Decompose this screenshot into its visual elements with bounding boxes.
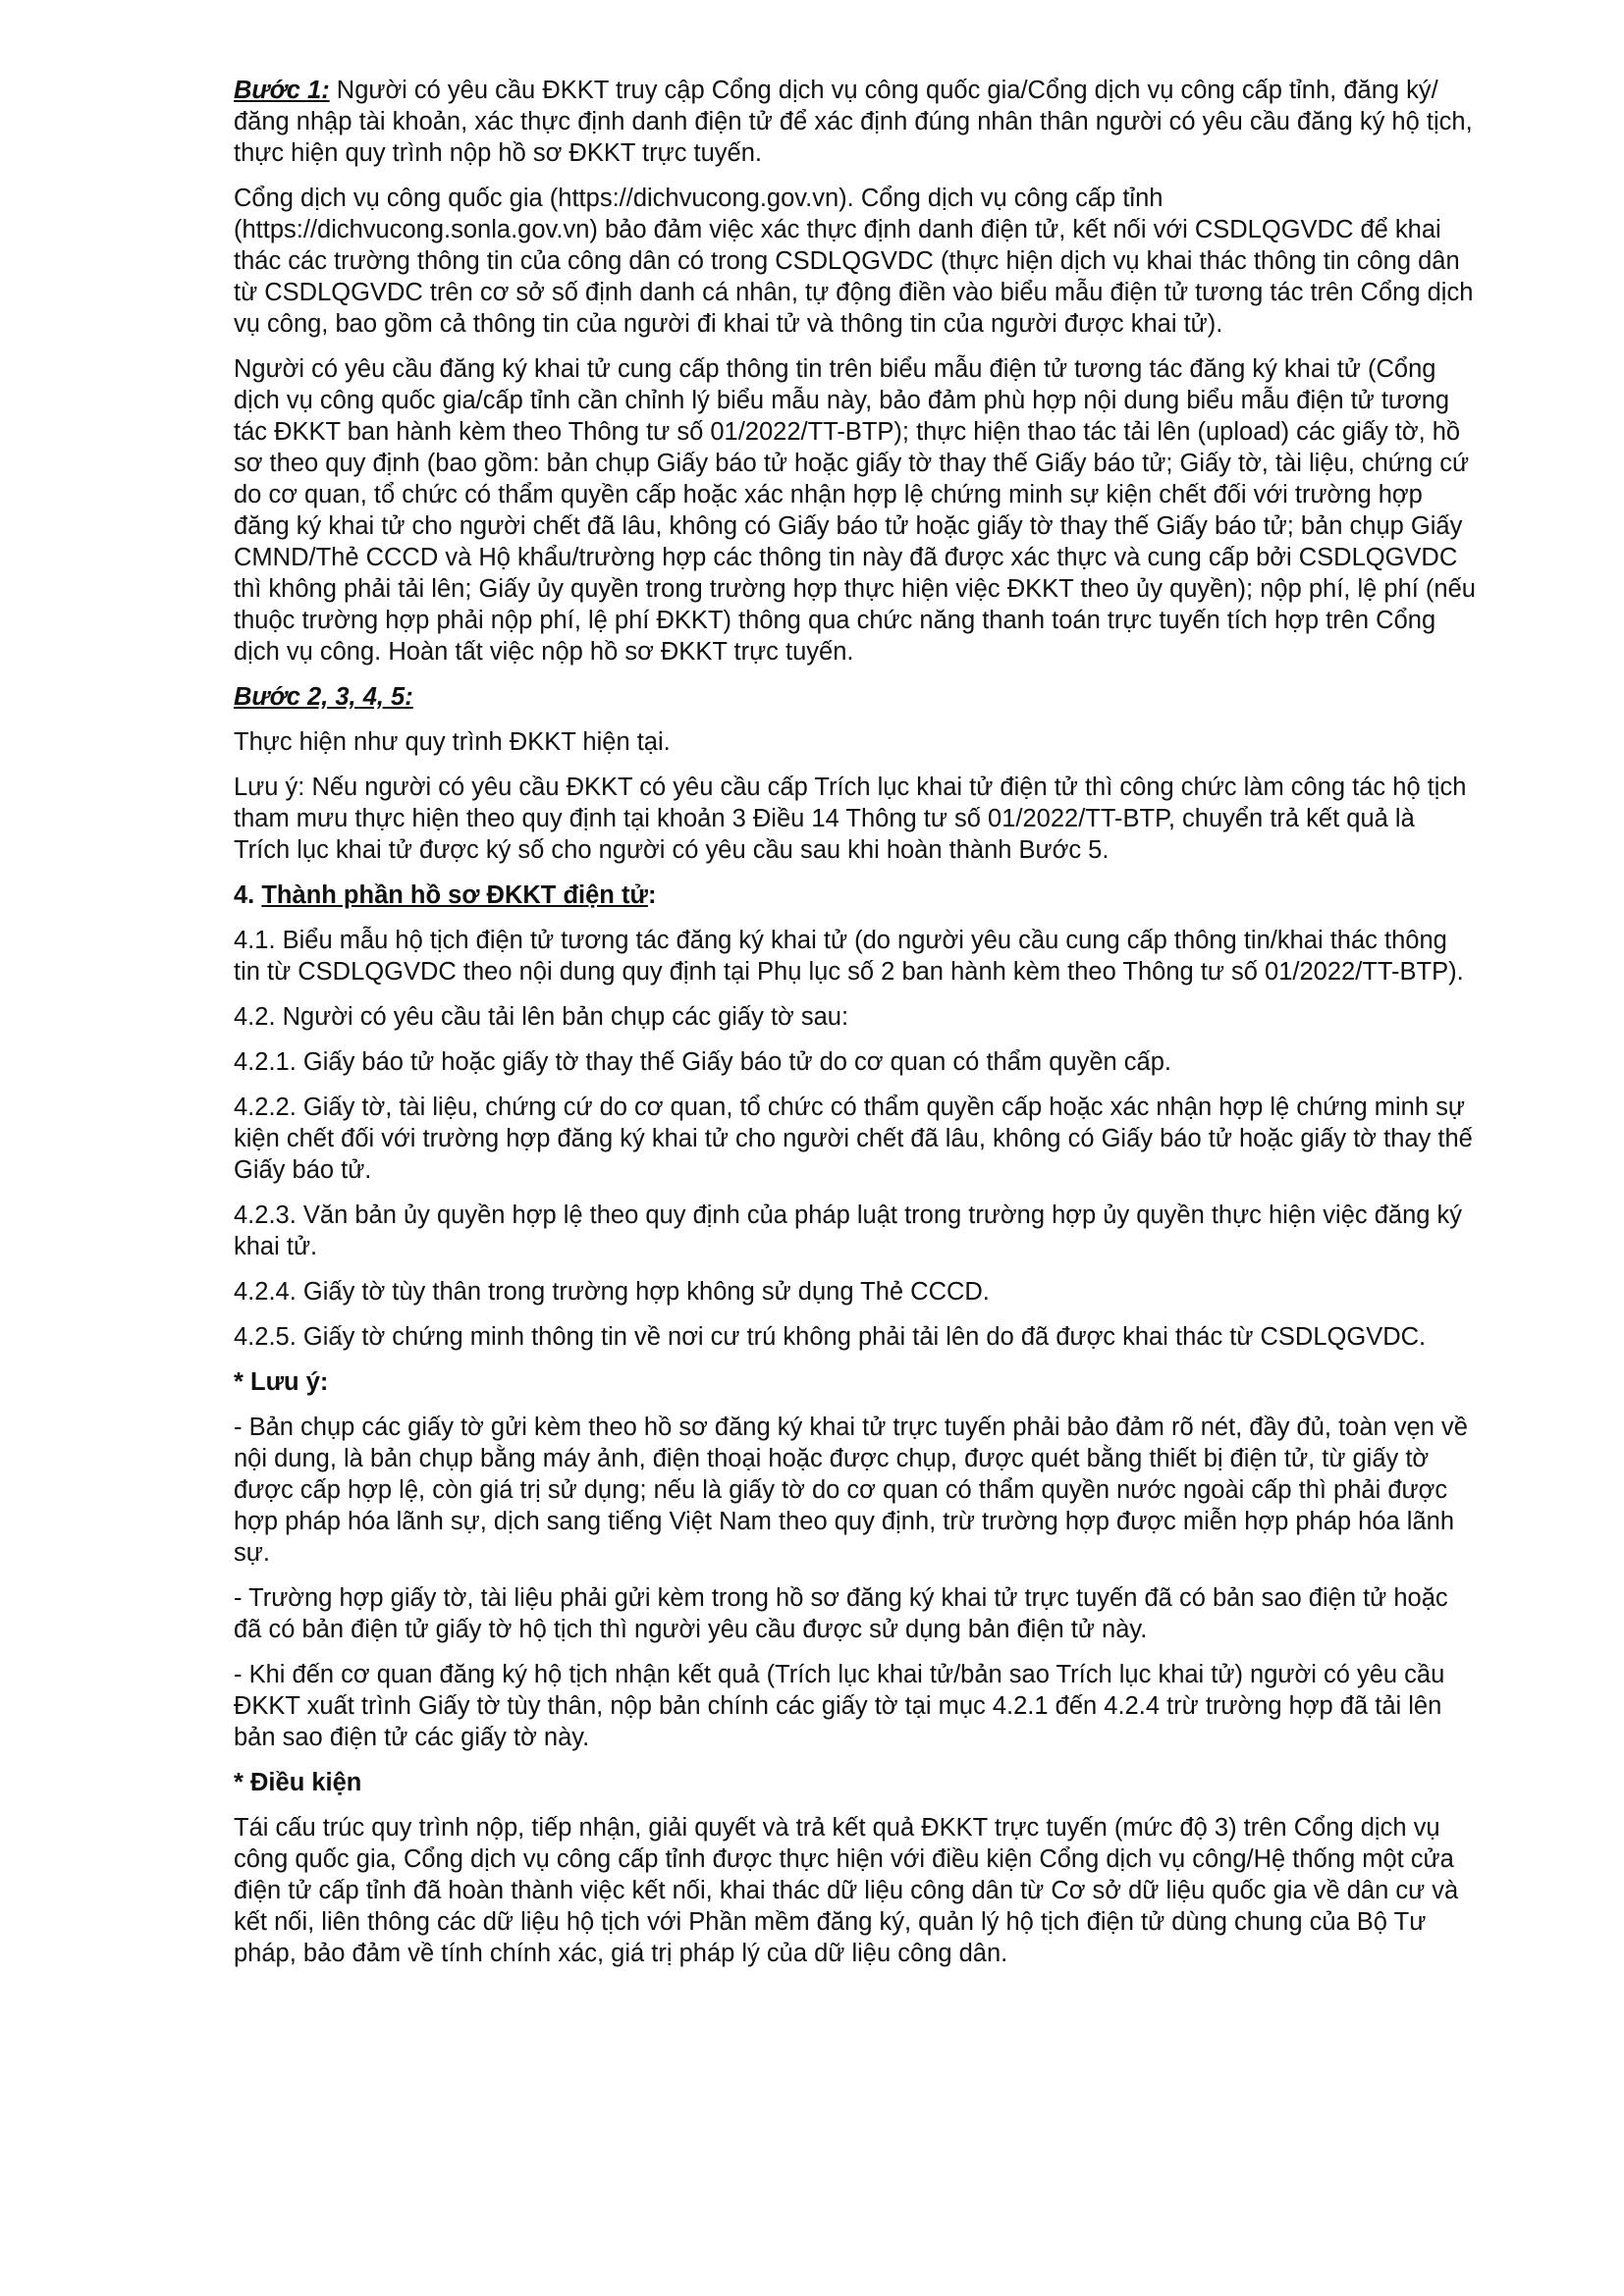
step1-label: Bước 1: bbox=[234, 77, 330, 104]
section4-colon: : bbox=[647, 881, 657, 909]
section4-item: 4.2.4. Giấy tờ tùy thân trong trường hợp không sử dụng Thẻ CCCD. bbox=[234, 1278, 990, 1306]
section4-item: 4.2.1. Giấy báo tử hoặc giấy tờ thay thế Giấy báo tử do cơ quan có thẩm quyền cấp. bbox=[234, 1048, 1171, 1076]
conditions-text: Tái cấu trúc quy trình nộp, tiếp nhận, giải quyết và trả kết quả ĐKKT trực tuyến (mức độ 3) trên Cổng dịch vụ công quốc gia, Cổng dịch vụ công cấp tỉnh được thực hiện với điều kiện Cổng dịch vụ công/Hệ thống một cửa điện tử cấp tỉnh đã hoàn thành việc kết nối, khai thác dữ liệu công dân từ Cơ sở dữ liệu quốc gia về dân cư và kết nối, liên thông các dữ liệu hộ tịch với Phần mềm đăng ký, quản lý hộ tịch điện tử dùng chung của Bộ Tư pháp, bảo đảm về tính chính xác, giá trị pháp lý của dữ liệu công dân. bbox=[234, 1814, 1459, 1967]
section4-item: 4.2. Người có yêu cầu tải lên bản chụp các giấy tờ sau: bbox=[234, 1003, 849, 1031]
step2345-text: Thực hiện như quy trình ĐKKT hiện tại. bbox=[234, 728, 671, 756]
note-item: - Bản chụp các giấy tờ gửi kèm theo hồ sơ đăng ký khai tử trực tuyến phải bảo đảm rõ nét, đầy đủ, toàn vẹn về nội dung, là bản chụp bằng máy ảnh, điện thoại hoặc được chụp, được quét bằng thiết bị điện tử, từ giấy tờ được cấp hợp lệ, còn giá trị sử dụng; nếu là giấy tờ do cơ quan có thẩm quyền nước ngoài cấp thì phải được hợp pháp hóa lãnh sự, dịch sang tiếng Việt Nam theo quy định, trừ trường hợp được miễn hợp pháp hóa lãnh sự. bbox=[234, 1414, 1468, 1567]
applicant-paragraph: Người có yêu cầu đăng ký khai tử cung cấp thông tin trên biểu mẫu điện tử tương tác đăng ký khai tử (Cổng dịch vụ công quốc gia/cấp tỉnh cần chỉnh lý biểu mẫu này, bảo đảm phù hợp nội dung biểu mẫu điện tử tương tác ĐKKT ban hành kèm theo Thông tư số 01/2022/TT-BTP); thực hiện thao tác tải lên (upload) các giấy tờ, hồ sơ theo quy định (bao gồm: bản chụp Giấy báo tử hoặc giấy tờ thay thế Giấy báo tử; Giấy tờ, tài liệu, chứng cứ do cơ quan, tổ chức có thẩm quyền cấp hoặc xác nhận hợp lệ chứng minh sự kiện chết đối với trường hợp đăng ký khai tử cho người chết đã lâu, không có Giấy báo tử hoặc giấy tờ thay thế Giấy báo tử; bản chụp Giấy CMND/Thẻ CCCD và Hộ khẩu/trường hợp các thông tin này đã được xác thực và cung cấp bởi CSDLQGVDC thì không phải tải lên; Giấy ủy quyền trong trường hợp thực hiện việc ĐKKT theo ủy quyền); nộp phí, lệ phí (nếu thuộc trường hợp phải nộp phí, lệ phí ĐKKT) thông qua chức năng thanh toán trực tuyến tích hợp trên Cổng dịch vụ công. Hoàn tất việc nộp hồ sơ ĐKKT trực tuyến. bbox=[234, 355, 1476, 666]
section4-item: 4.1. Biểu mẫu hộ tịch điện tử tương tác đăng ký khai tử (do người yêu cầu cung cấp thông tin/khai thác thông tin từ CSDLQGVDC theo nội dung quy định tại Phụ lục số 2 ban hành kèm theo Thông tư số 01/2022/TT-BTP). bbox=[234, 927, 1464, 986]
section4-item: 4.2.3. Văn bản ủy quyền hợp lệ theo quy định của pháp luật trong trường hợp ủy quyền thực hiện việc đăng ký khai tử. bbox=[234, 1201, 1463, 1260]
section4-number: 4. bbox=[234, 881, 262, 909]
conditions-heading: * Điều kiện bbox=[234, 1769, 362, 1796]
notes-heading: * Lưu ý: bbox=[234, 1368, 329, 1396]
note-item: - Trường hợp giấy tờ, tài liệu phải gửi kèm trong hồ sơ đăng ký khai tử trực tuyến đã có bản sao điện tử hoặc đã có bản điện tử giấy tờ hộ tịch thì người yêu cầu được sử dụng bản điện tử này. bbox=[234, 1584, 1448, 1643]
step2345-label: Bước 2, 3, 4, 5: bbox=[234, 683, 413, 711]
step2345-note: Lưu ý: Nếu người có yêu cầu ĐKKT có yêu cầu cấp Trích lục khai tử điện tử thì công chức làm công tác hộ tịch tham mưu thực hiện theo quy định tại khoản 3 Điều 14 Thông tư số 01/2022/TT-BTP, chuyển trả kết quả là Trích lục khai tử được ký số cho người có yêu cầu sau khi hoàn thành Bước 5. bbox=[234, 774, 1467, 864]
section4-item: 4.2.2. Giấy tờ, tài liệu, chứng cứ do cơ quan, tổ chức có thẩm quyền cấp hoặc xác nhận hợp lệ chứng minh sự kiện chết đối với trường hợp đăng ký khai tử cho người chết đã lâu, không có Giấy báo tử hoặc giấy tờ thay thế Giấy báo tử. bbox=[234, 1094, 1473, 1184]
section4-item: 4.2.5. Giấy tờ chứng minh thông tin về nơi cư trú không phải tải lên do đã được khai thác từ CSDLQGVDC. bbox=[234, 1323, 1427, 1351]
section4-heading bbox=[234, 880, 1477, 911]
step1-text: Người có yêu cầu ĐKKT truy cập Cổng dịch vụ công quốc gia/Cổng dịch vụ công cấp tỉnh, đăng ký/đăng nhập tài khoản, xác thực định danh điện tử để xác định đúng nhân thân người có yêu cầu đăng ký hộ tịch, thực hiện quy trình nộp hồ sơ ĐKKT trực tuyến. bbox=[234, 77, 1473, 167]
note-item: - Khi đến cơ quan đăng ký hộ tịch nhận kết quả (Trích lục khai tử/bản sao Trích lục khai tử) người có yêu cầu ĐKKT xuất trình Giấy tờ tùy thân, nộp bản chính các giấy tờ tại mục 4.2.1 đến 4.2.4 trừ trường hợp đã tải lên bản sao điện tử các giấy tờ này. bbox=[234, 1661, 1445, 1751]
portal-paragraph: Cổng dịch vụ công quốc gia (https://dichvucong.gov.vn). Cổng dịch vụ công cấp tỉnh (https://dichvucong.sonla.gov.vn) bảo đảm việc xác thực định danh điện tử, kết nối với CSDLQGVDC để khai thác các trường thông tin của công dân có trong CSDLQGVDC (thực hiện dịch vụ khai thác thông tin công dân từ CSDLQGVDC trên cơ sở số định danh cá nhân, tự động điền vào biểu mẫu điện tử tương tác trên Cổng dịch vụ công, bao gồm cả thông tin của người đi khai tử và thông tin của người được khai tử). bbox=[234, 185, 1474, 338]
step1-paragraph bbox=[234, 75, 1477, 169]
section4-title: Thành phần hồ sơ ĐKKT điện tử bbox=[261, 881, 648, 909]
